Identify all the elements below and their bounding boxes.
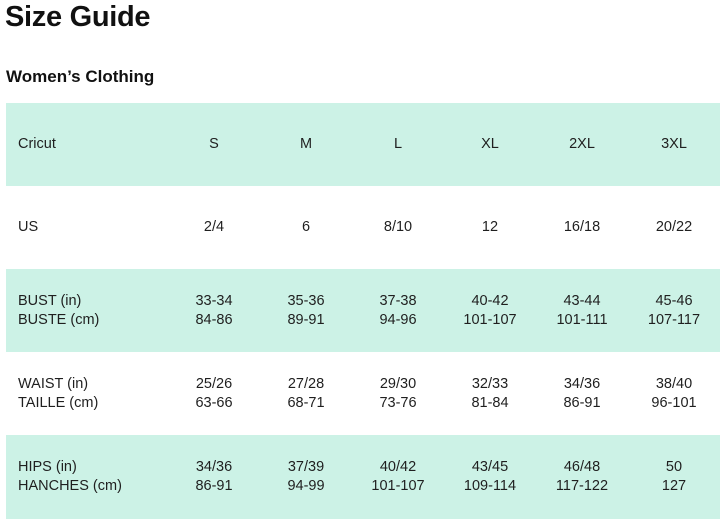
size-guide-table: [6, 103, 720, 519]
waist-cell: [352, 352, 444, 435]
waist-cm-value: 73-76: [379, 394, 417, 411]
bust-cm-value: 107-117: [647, 311, 701, 328]
bust-in-value: 33-34: [195, 292, 233, 309]
size-xl-header: XL: [444, 103, 536, 186]
waist-cell: [444, 352, 536, 435]
bust-cm-value: 89-91: [287, 311, 325, 328]
bust-label-cm: BUSTE (cm): [18, 311, 100, 328]
table-header-row: [6, 103, 720, 186]
bust-cell: [352, 269, 444, 352]
size-l-header: L: [352, 103, 444, 186]
waist-label-cm: TAILLE (cm): [18, 394, 99, 411]
size-m-header: M: [260, 103, 352, 186]
bust-cm-value: 101-111: [556, 311, 608, 328]
hips-cm-value: 117-122: [555, 478, 609, 494]
bust-in-value: 35-36: [287, 292, 325, 309]
hips-in-value: 43/45: [471, 459, 509, 475]
header-label-cell: Cricut: [6, 103, 168, 186]
hips-label-in: HIPS (in): [18, 459, 77, 475]
hips-cell: [444, 435, 536, 519]
bust-cm-value: 84-86: [195, 311, 233, 328]
waist-in-value: 25/26: [195, 375, 233, 392]
table-row-hips: [6, 435, 720, 519]
waist-label-cell: [6, 352, 168, 435]
hips-cm-value: 109-114: [463, 478, 517, 494]
hips-cell: [168, 435, 260, 519]
bust-in-value: 43-44: [563, 292, 601, 309]
size-3xl-header: 3XL: [628, 103, 720, 186]
us-size-cell: 2/4: [168, 186, 260, 269]
hips-cm-value: 127: [661, 478, 687, 494]
waist-cm-value: 86-91: [563, 394, 601, 411]
hips-cell: [536, 435, 628, 519]
hips-cm-value: 86-91: [195, 478, 233, 494]
waist-label-in: WAIST (in): [18, 375, 89, 392]
hips-cm-value: 101-107: [371, 478, 425, 494]
hips-in-value: 34/36: [195, 459, 233, 475]
bust-in-value: 45-46: [655, 292, 693, 309]
bust-in-value: 37-38: [379, 292, 417, 309]
us-size-cell: 8/10: [352, 186, 444, 269]
bust-cell: [628, 269, 720, 352]
bust-cell: [444, 269, 536, 352]
waist-cm-value: 81-84: [471, 394, 509, 411]
waist-cell: [260, 352, 352, 435]
bust-cm-value: 101-107: [463, 311, 517, 328]
us-size-cell: 12: [444, 186, 536, 269]
hips-cell: [352, 435, 444, 519]
waist-in-value: 32/33: [471, 375, 509, 392]
bust-cell: [168, 269, 260, 352]
us-label-cell: US: [6, 186, 168, 269]
waist-in-value: 34/36: [563, 375, 601, 392]
table-row-bust: [6, 269, 720, 352]
us-size-cell: 20/22: [628, 186, 720, 269]
waist-in-value: 27/28: [287, 375, 325, 392]
waist-cm-value: 63-66: [195, 394, 233, 411]
waist-cell: [168, 352, 260, 435]
bust-cell: [536, 269, 628, 352]
section-title: Women’s Clothing: [6, 67, 155, 86]
size-s-header: S: [168, 103, 260, 186]
bust-cm-value: 94-96: [379, 311, 417, 328]
size-2xl-header: 2XL: [536, 103, 628, 186]
bust-label-in: BUST (in): [18, 292, 82, 309]
hips-in-value: 37/39: [287, 459, 325, 475]
waist-cell: [536, 352, 628, 435]
us-size-cell: 16/18: [536, 186, 628, 269]
bust-label-cell: [6, 269, 168, 352]
hips-in-value: 46/48: [563, 459, 601, 475]
hips-label-cm: HANCHES (cm): [18, 478, 122, 494]
waist-cm-value: 68-71: [287, 394, 325, 411]
hips-cell: [628, 435, 720, 519]
waist-in-value: 29/30: [379, 375, 417, 392]
hips-cell: [260, 435, 352, 519]
table-row-waist: [6, 352, 720, 435]
bust-in-value: 40-42: [471, 292, 509, 309]
waist-in-value: 38/40: [655, 375, 693, 392]
hips-cm-value: 94-99: [287, 478, 325, 494]
table-row-us: [6, 186, 720, 269]
waist-cell: [628, 352, 720, 435]
us-size-cell: 6: [260, 186, 352, 269]
page-title: Size Guide: [5, 1, 151, 33]
hips-in-value: 50: [665, 459, 683, 475]
waist-cm-value: 96-101: [651, 394, 697, 411]
hips-label-cell: [6, 435, 168, 519]
bust-cell: [260, 269, 352, 352]
hips-in-value: 40/42: [379, 459, 417, 475]
